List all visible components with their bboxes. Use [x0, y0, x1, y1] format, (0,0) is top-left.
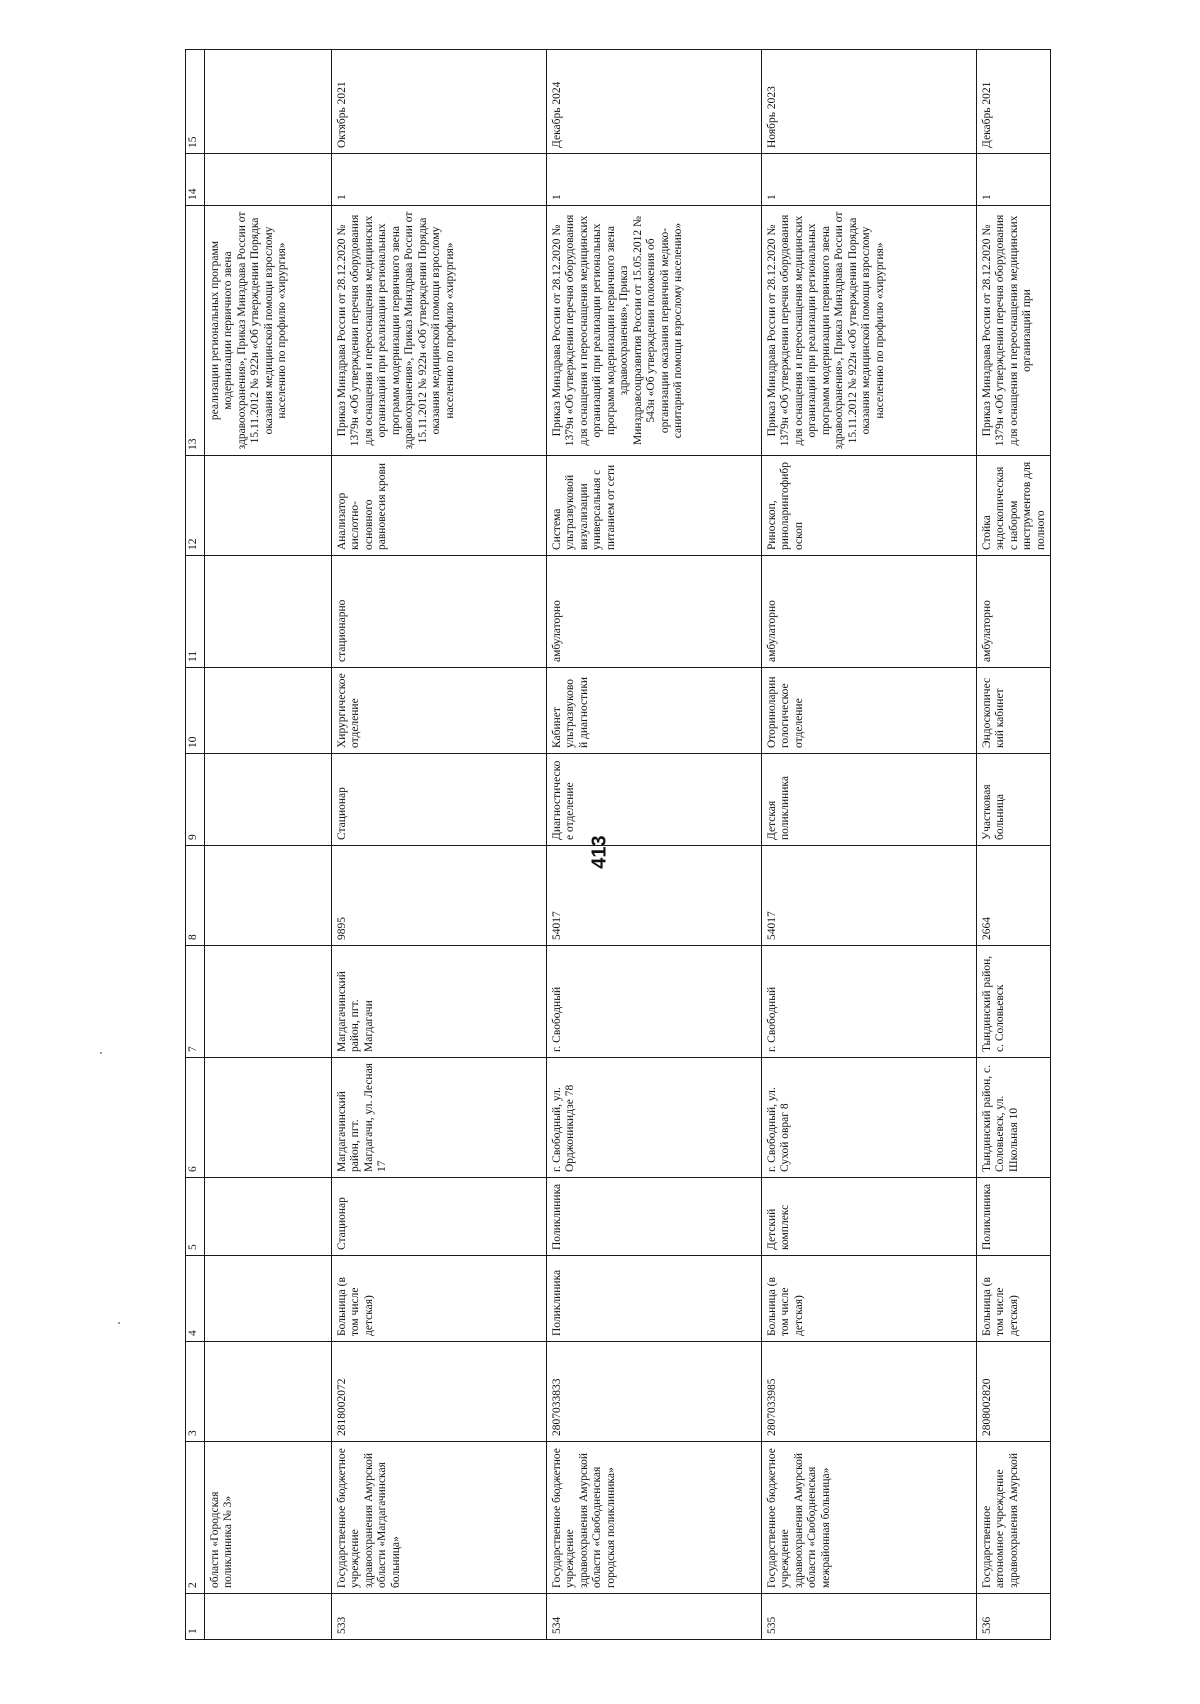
- cell-quantity: 1: [332, 154, 547, 206]
- column-number-row: [186, 50, 205, 1640]
- cell-organization-type: Больница (в том числе детская): [762, 1256, 977, 1342]
- equipment-table: [185, 49, 1051, 1640]
- cell-department: Хирургическое отделение: [332, 668, 547, 754]
- cell-regulation: Приказ Минздрава России от 28.12.2020 № 1379н «Об утверждении перечня оборудования для оснащения и переоснащения медицинских организаций при реализации региональных программ модернизации первичного звена здравоохранения», Приказ Минздравсоцразвития России от 15.05.2012 № 543н «Об утверждении положения об организации оказания первичной медико-санитарной помощи взрослому населению»: [547, 206, 762, 456]
- cell-department: Оториноларингологическое отделение: [762, 668, 977, 754]
- cell-population: 2664: [977, 846, 1051, 946]
- cell-row-number: 533: [332, 1594, 547, 1640]
- cell-organization-type: Больница (в том числе детская): [332, 1256, 547, 1342]
- cell-municipality: г. Свободный: [547, 946, 762, 1058]
- cell-organization-name: Государственное бюджетное учреждение здравоохранения Амурской области «Магдагачинская больница»: [332, 1442, 547, 1594]
- cell-row-number: [205, 1594, 332, 1640]
- cell-care-form: стационарно: [332, 556, 547, 668]
- cell-regulation: Приказ Минздрава России от 28.12.2020 № 1379н «Об утверждении перечня оборудования для оснащения и переоснащения медицинских организаций при реализации региональных программ модернизации первичного звена здравоохранения», Приказ Минздрава России от 15.11.2012 № 922н «Об утверждении Порядка оказания медицинской помощи взрослому населению по профилю «хирургия»: [762, 206, 977, 456]
- cell-quantity: [205, 154, 332, 206]
- cell-row-number: 534: [547, 1594, 762, 1640]
- column-number-12: 12: [186, 456, 205, 556]
- cell-population: 54017: [547, 846, 762, 946]
- table-row: [547, 50, 762, 1640]
- cell-inn: 2818002072: [332, 1342, 547, 1442]
- table-row: [205, 50, 332, 1640]
- cell-subdivision: Стационар: [332, 754, 547, 846]
- column-number-2: 2: [186, 1442, 205, 1594]
- cell-equipment: Риноскоп, риноларингофиброскоп: [762, 456, 977, 556]
- cell-care-form: амбулаторно: [762, 556, 977, 668]
- cell-structural-unit: Поликлиника: [547, 1178, 762, 1256]
- rotated-table-container: [185, 50, 1075, 1640]
- cell-organization-type: Поликлиника: [547, 1256, 762, 1342]
- cell-inn: 2808002820: [977, 1342, 1051, 1442]
- cell-address: Магдагачинский район, пгт. Магдагачи, ул. Лесная 17: [332, 1058, 547, 1178]
- cell-inn: 2807033985: [762, 1342, 977, 1442]
- cell-equipment: Стойка эндоскопическая с набором инструментов для полного: [977, 456, 1051, 556]
- cell-subdivision: [205, 754, 332, 846]
- cell-municipality: г. Свободный: [762, 946, 977, 1058]
- column-number-5: 5: [186, 1178, 205, 1256]
- cell-quantity: 1: [762, 154, 977, 206]
- cell-deadline: Декабрь 2024: [547, 50, 762, 154]
- cell-address: [205, 1058, 332, 1178]
- cell-care-form: [205, 556, 332, 668]
- cell-regulation: реализации региональных программ модернизации первичного звена здравоохранения», Приказ Минздрава России от 15.11.2012 № 922н «Об утверждении Порядка оказания медицинской помощи взрослому населению по профилю «хирургия»: [205, 206, 332, 456]
- cell-deadline: [205, 50, 332, 154]
- column-number-8: 8: [186, 846, 205, 946]
- cell-quantity: 1: [547, 154, 762, 206]
- cell-equipment: [205, 456, 332, 556]
- page-number-text: 413: [588, 835, 611, 869]
- cell-equipment: Анализатор кислотно-основного равновесия крови: [332, 456, 547, 556]
- cell-care-form: амбулаторно: [547, 556, 762, 668]
- cell-deadline: Ноябрь 2023: [762, 50, 977, 154]
- column-number-7: 7: [186, 946, 205, 1058]
- cell-subdivision: Участковая больница: [977, 754, 1051, 846]
- column-number-11: 11: [186, 556, 205, 668]
- column-number-14: 14: [186, 154, 205, 206]
- cell-deadline: Октябрь 2021: [332, 50, 547, 154]
- cell-deadline: Декабрь 2021: [977, 50, 1051, 154]
- cell-structural-unit: Детский комплекс: [762, 1178, 977, 1256]
- column-number-10: 10: [186, 668, 205, 754]
- cell-structural-unit: Поликлиника: [977, 1178, 1051, 1256]
- cell-organization-name: Государственное бюджетное учреждение здравоохранения Амурской области «Свободненская межрайонная больница»: [762, 1442, 977, 1594]
- column-number-3: 3: [186, 1342, 205, 1442]
- column-number-9: 9: [186, 754, 205, 846]
- cell-organization-type: [205, 1256, 332, 1342]
- table-row: [332, 50, 547, 1640]
- cell-organization-name: Государственное автономное учреждение здравоохранения Амурской: [977, 1442, 1051, 1594]
- cell-department: [205, 668, 332, 754]
- cell-regulation: Приказ Минздрава России от 28.12.2020 № 1379н «Об утверждении перечня оборудования для оснащения и переоснащения медицинских организаций при: [977, 206, 1051, 456]
- cell-municipality: Магдагачинский район, пгт. Магдагачи: [332, 946, 547, 1058]
- column-number-13: 13: [186, 206, 205, 456]
- cell-inn: [205, 1342, 332, 1442]
- table-body: [205, 50, 1051, 1640]
- cell-quantity: 1: [977, 154, 1051, 206]
- cell-regulation: Приказ Минздрава России от 28.12.2020 № 1379н «Об утверждении перечня оборудования для оснащения и переоснащения медицинских организаций при реализации региональных программ модернизации первичного звена здравоохранения», Приказ Минздрава России от 15.11.2012 № 922н «Об утверждении Порядка оказания медицинской помощи взрослому населению по профилю «хирургия»: [332, 206, 547, 456]
- scan-speck: [118, 1322, 120, 1324]
- table-row: [977, 50, 1051, 1640]
- cell-organization-name: области «Городская поликлиника № 3»: [205, 1442, 332, 1594]
- cell-structural-unit: [205, 1178, 332, 1256]
- cell-subdivision: Детская поликлиника: [762, 754, 977, 846]
- cell-equipment: Система ультразвуковой визуализации универсальная с питанием от сети: [547, 456, 762, 556]
- cell-population: 9895: [332, 846, 547, 946]
- cell-row-number: 536: [977, 1594, 1051, 1640]
- table-row: [762, 50, 977, 1640]
- column-number-4: 4: [186, 1256, 205, 1342]
- cell-inn: 2807033833: [547, 1342, 762, 1442]
- cell-address: г. Свободный, ул. Сухой овраг 8: [762, 1058, 977, 1178]
- cell-organization-name: Государственное бюджетное учреждение здравоохранения Амурской области «Свободненская городская поликлиника»: [547, 1442, 762, 1594]
- cell-department: Кабинет ультразвуковой диагностики: [547, 668, 762, 754]
- cell-municipality: Тындинский район, с. Соловьевск: [977, 946, 1051, 1058]
- column-number-1: 1: [186, 1594, 205, 1640]
- cell-population: [205, 846, 332, 946]
- cell-care-form: амбулаторно: [977, 556, 1051, 668]
- cell-subdivision: Диагностическое отделение: [547, 754, 762, 846]
- cell-department: Эндоскопический кабинет: [977, 668, 1051, 754]
- cell-organization-type: Больница (в том числе детская): [977, 1256, 1051, 1342]
- cell-structural-unit: Стационар: [332, 1178, 547, 1256]
- column-number-6: 6: [186, 1058, 205, 1178]
- column-number-15: 15: [186, 50, 205, 154]
- cell-address: г. Свободный, ул. Орджоникидзе 78: [547, 1058, 762, 1178]
- cell-row-number: 535: [762, 1594, 977, 1640]
- cell-address: Тындинский район, с. Соловьевск, ул. Школьная 10: [977, 1058, 1051, 1178]
- cell-municipality: [205, 946, 332, 1058]
- scan-speck: [100, 1052, 102, 1054]
- cell-population: 54017: [762, 846, 977, 946]
